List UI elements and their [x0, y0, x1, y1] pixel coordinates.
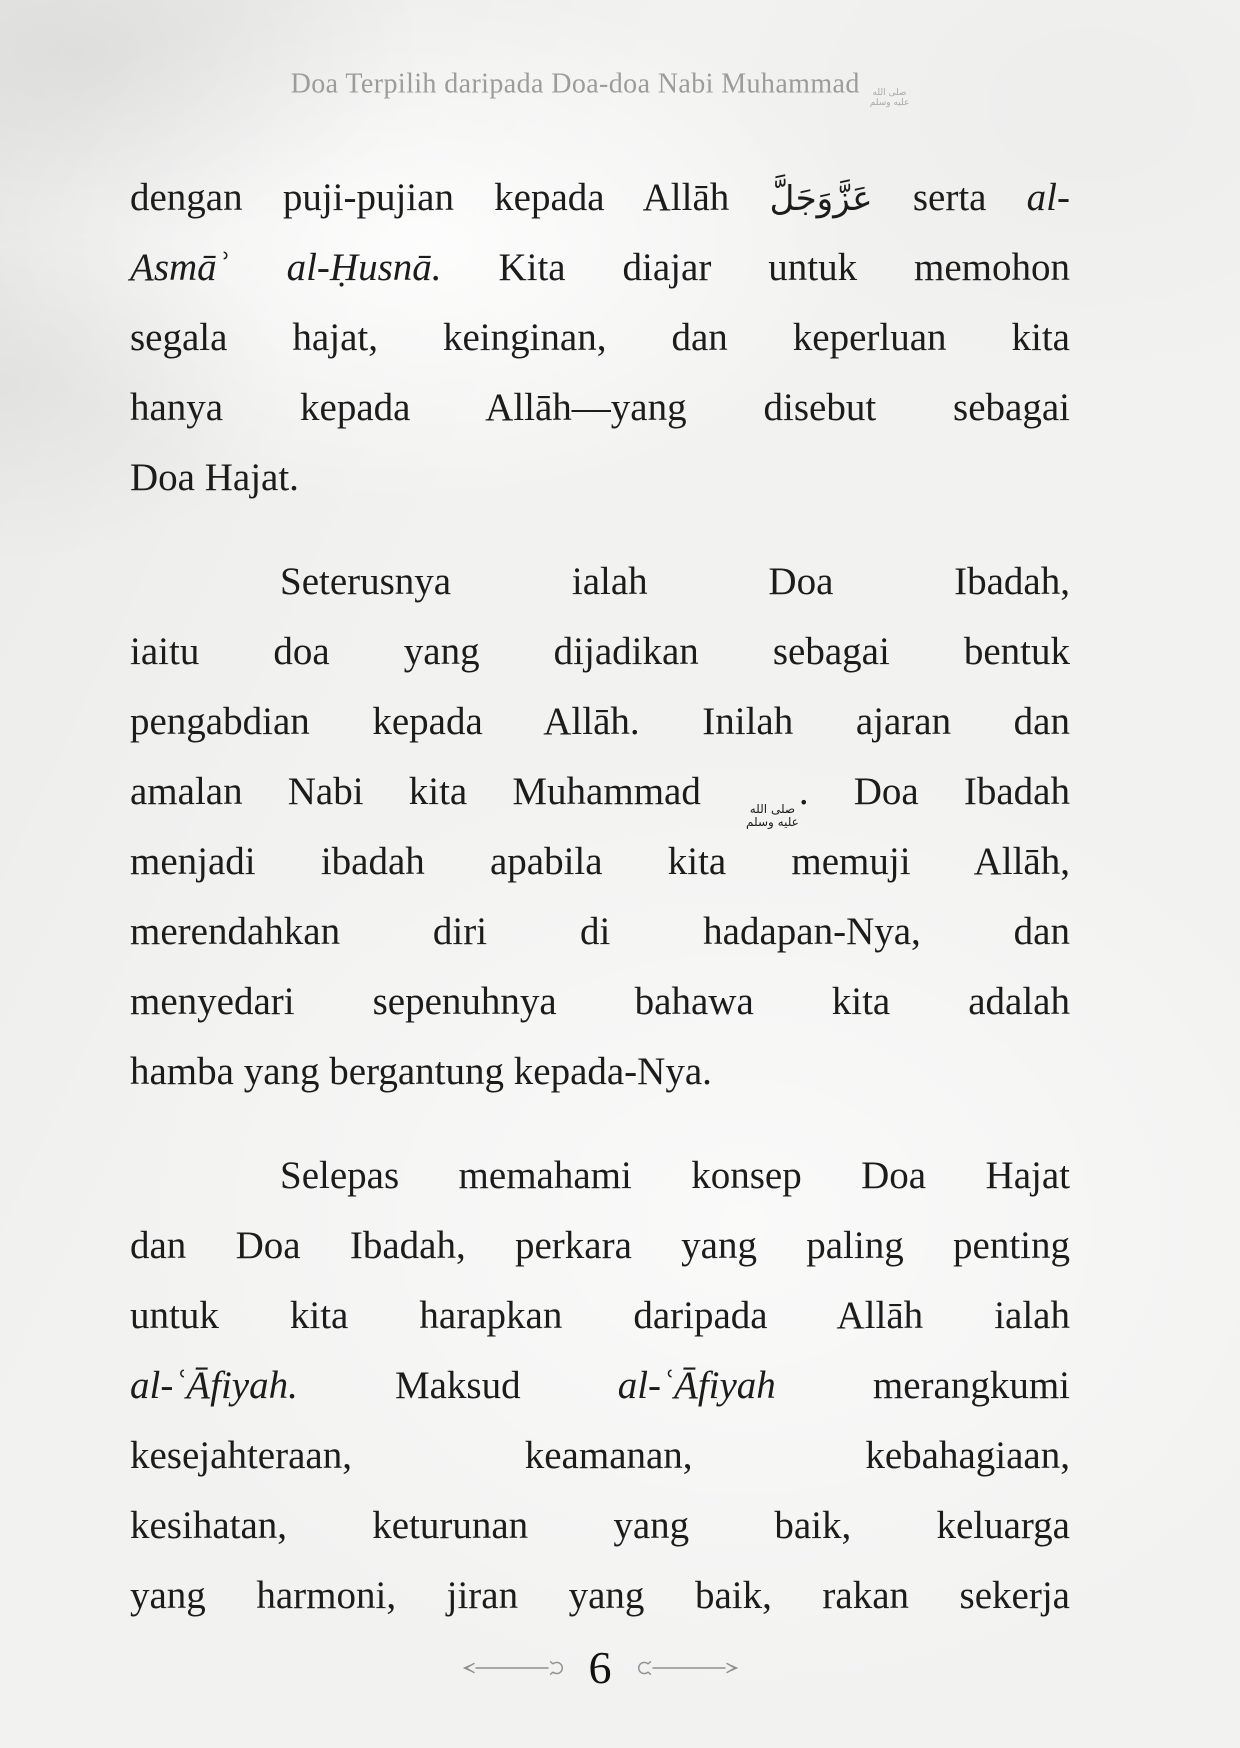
text-segment: segala hajat, keinginan, dan keperluan kita	[130, 315, 1070, 359]
text-line	[130, 617, 1070, 687]
text-line	[130, 1561, 1070, 1631]
text-line	[130, 1141, 1070, 1211]
footer-rule-right-icon	[630, 1658, 738, 1678]
text-line	[130, 1491, 1070, 1561]
text-segment: iaitu doa yang dijadikan sebagai bentuk	[130, 629, 1070, 673]
text-line	[130, 443, 1070, 513]
text-line	[130, 1211, 1070, 1281]
text-segment: kesejahteraan, keamanan, kebahagiaan,	[130, 1433, 1070, 1477]
text-segment: Doa Hajat.	[130, 455, 299, 499]
text-segment: Seterusnya ialah Doa Ibadah,	[280, 559, 1070, 603]
text-segment: al-ʿĀfiyah	[617, 1363, 776, 1407]
text-line	[130, 967, 1070, 1037]
saw-calligraphy-icon	[870, 89, 910, 109]
text-segment: dengan puji-pujian kepada Allāh	[130, 175, 770, 219]
text-segment: untuk kita harapkan daripada Allāh ialah	[130, 1293, 1070, 1337]
text-segment: . Doa Ibadah	[798, 769, 1070, 813]
paragraph	[130, 163, 1070, 513]
text-segment: yang harmoni, jiran yang baik, rakan sekerja	[130, 1573, 1070, 1617]
text-segment: hamba yang bergantung kepada-Nya.	[130, 1049, 712, 1093]
text-line	[130, 687, 1070, 757]
running-header	[130, 0, 1070, 109]
saw-line-2: عليه وسلم	[869, 97, 910, 108]
text-line	[130, 303, 1070, 373]
text-segment: pengabdian kepada Allāh. Inilah ajaran dan	[130, 699, 1070, 743]
text-segment: dan Doa Ibadah, perkara yang paling penting	[130, 1223, 1070, 1267]
text-segment: hanya kepada Allāh—yang disebut sebagai	[130, 385, 1070, 429]
page-body	[130, 163, 1070, 1631]
arabic-honorific-azzawajall: عَزَّوَجَلَّ	[769, 178, 873, 219]
text-line	[130, 233, 1070, 303]
page-title: Doa Terpilih daripada Doa-doa Nabi Muhammad	[290, 68, 860, 100]
saw-calligraphy-icon: صلى الله عليه وسلم	[746, 801, 799, 829]
text-segment: merendahkan diri di hadapan-Nya, dan	[130, 909, 1070, 953]
text-segment: merangkumi	[775, 1363, 1070, 1407]
footer-rule-left-icon	[463, 1658, 571, 1678]
text-segment: Asmāʾ al-Ḥusnā.	[130, 245, 442, 289]
text-line	[130, 373, 1070, 443]
text-line	[130, 1281, 1070, 1351]
text-segment: kesihatan, keturunan yang baik, keluarga	[130, 1503, 1070, 1547]
text-line	[130, 1351, 1070, 1421]
text-segment: Selepas memahami konsep Doa Hajat	[280, 1153, 1070, 1197]
text-segment: menyedari sepenuhnya bahawa kita adalah	[130, 979, 1070, 1023]
text-segment: al-ʿĀfiyah.	[130, 1363, 298, 1407]
text-segment: menjadi ibadah apabila kita memuji Allāh,	[130, 839, 1070, 883]
text-segment: Kita diajar untuk memohon	[441, 245, 1070, 289]
saw-line-1: صلى الله	[872, 88, 907, 98]
paragraph	[130, 1141, 1070, 1631]
paragraph	[130, 547, 1070, 1107]
text-line	[130, 1421, 1070, 1491]
text-line	[130, 827, 1070, 897]
text-line	[130, 547, 1070, 617]
text-line	[130, 163, 1070, 233]
text-segment: al-	[1026, 175, 1070, 219]
text-line	[130, 757, 1070, 827]
page-number: 6	[588, 1641, 612, 1693]
text-line	[130, 897, 1070, 967]
page-footer	[130, 1641, 1070, 1693]
text-line	[130, 1037, 1070, 1107]
text-segment: Maksud	[297, 1363, 618, 1407]
text-segment: serta	[872, 175, 1027, 219]
page-content	[130, 0, 1070, 1691]
text-segment: amalan Nabi kita Muhammad	[130, 769, 747, 813]
